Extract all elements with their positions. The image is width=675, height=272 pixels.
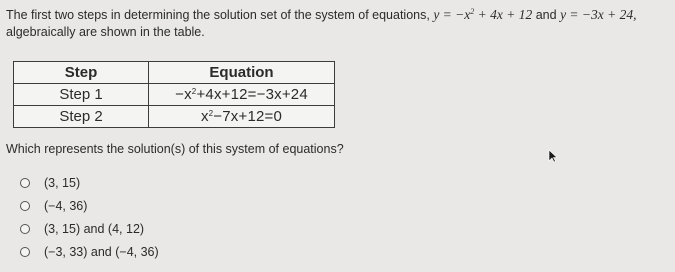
step-1-label: Step 1: [14, 84, 149, 106]
choice-option-3[interactable]: [20, 217, 159, 240]
choice-label: (3, 15) and (4, 12): [44, 221, 145, 236]
choice-label: (−3, 33) and (−4, 36): [44, 244, 159, 259]
radio-button[interactable]: [20, 201, 30, 211]
choice-option-1[interactable]: [20, 171, 159, 194]
table-row: [14, 84, 335, 106]
equation-1: $y = -x^2 + 4x + 12$: [433, 7, 533, 22]
step-1-equation: $-x^2+4x+12=-3x+24$: [149, 84, 335, 106]
step-2-equation: $x^2-7x+12=0$: [149, 106, 335, 128]
header-step: Step: [14, 62, 149, 84]
radio-button[interactable]: [20, 247, 30, 257]
choice-option-2[interactable]: [20, 194, 159, 217]
equation-2: y = −3x + 24,: [560, 7, 637, 22]
table-header-row: [14, 62, 335, 84]
answer-choices: [20, 171, 159, 263]
steps-table: [13, 61, 335, 128]
mouse-cursor-icon: [548, 149, 558, 163]
question-text: Which represents the solution(s) of this system of equations?: [6, 142, 344, 156]
step-2-label: Step 2: [14, 106, 149, 128]
radio-button[interactable]: [20, 224, 30, 234]
table-row: [14, 106, 335, 128]
choice-label: (3, 15): [44, 175, 81, 190]
prompt-text: The first two steps in determining the solution set of the system of equations,: [6, 8, 434, 22]
prompt-text-2: algebraically are shown in the table.: [6, 25, 205, 39]
question-prompt: The first two steps in determining the solution set of the system of equations, $y = -x^2 + 4x + 12$ and y = −3x + 24, algebraically are shown in the table.: [6, 7, 637, 39]
radio-button[interactable]: [20, 178, 30, 188]
choice-option-4[interactable]: [20, 240, 159, 263]
choice-label: (−4, 36): [44, 198, 88, 213]
header-equation: Equation: [149, 62, 335, 84]
